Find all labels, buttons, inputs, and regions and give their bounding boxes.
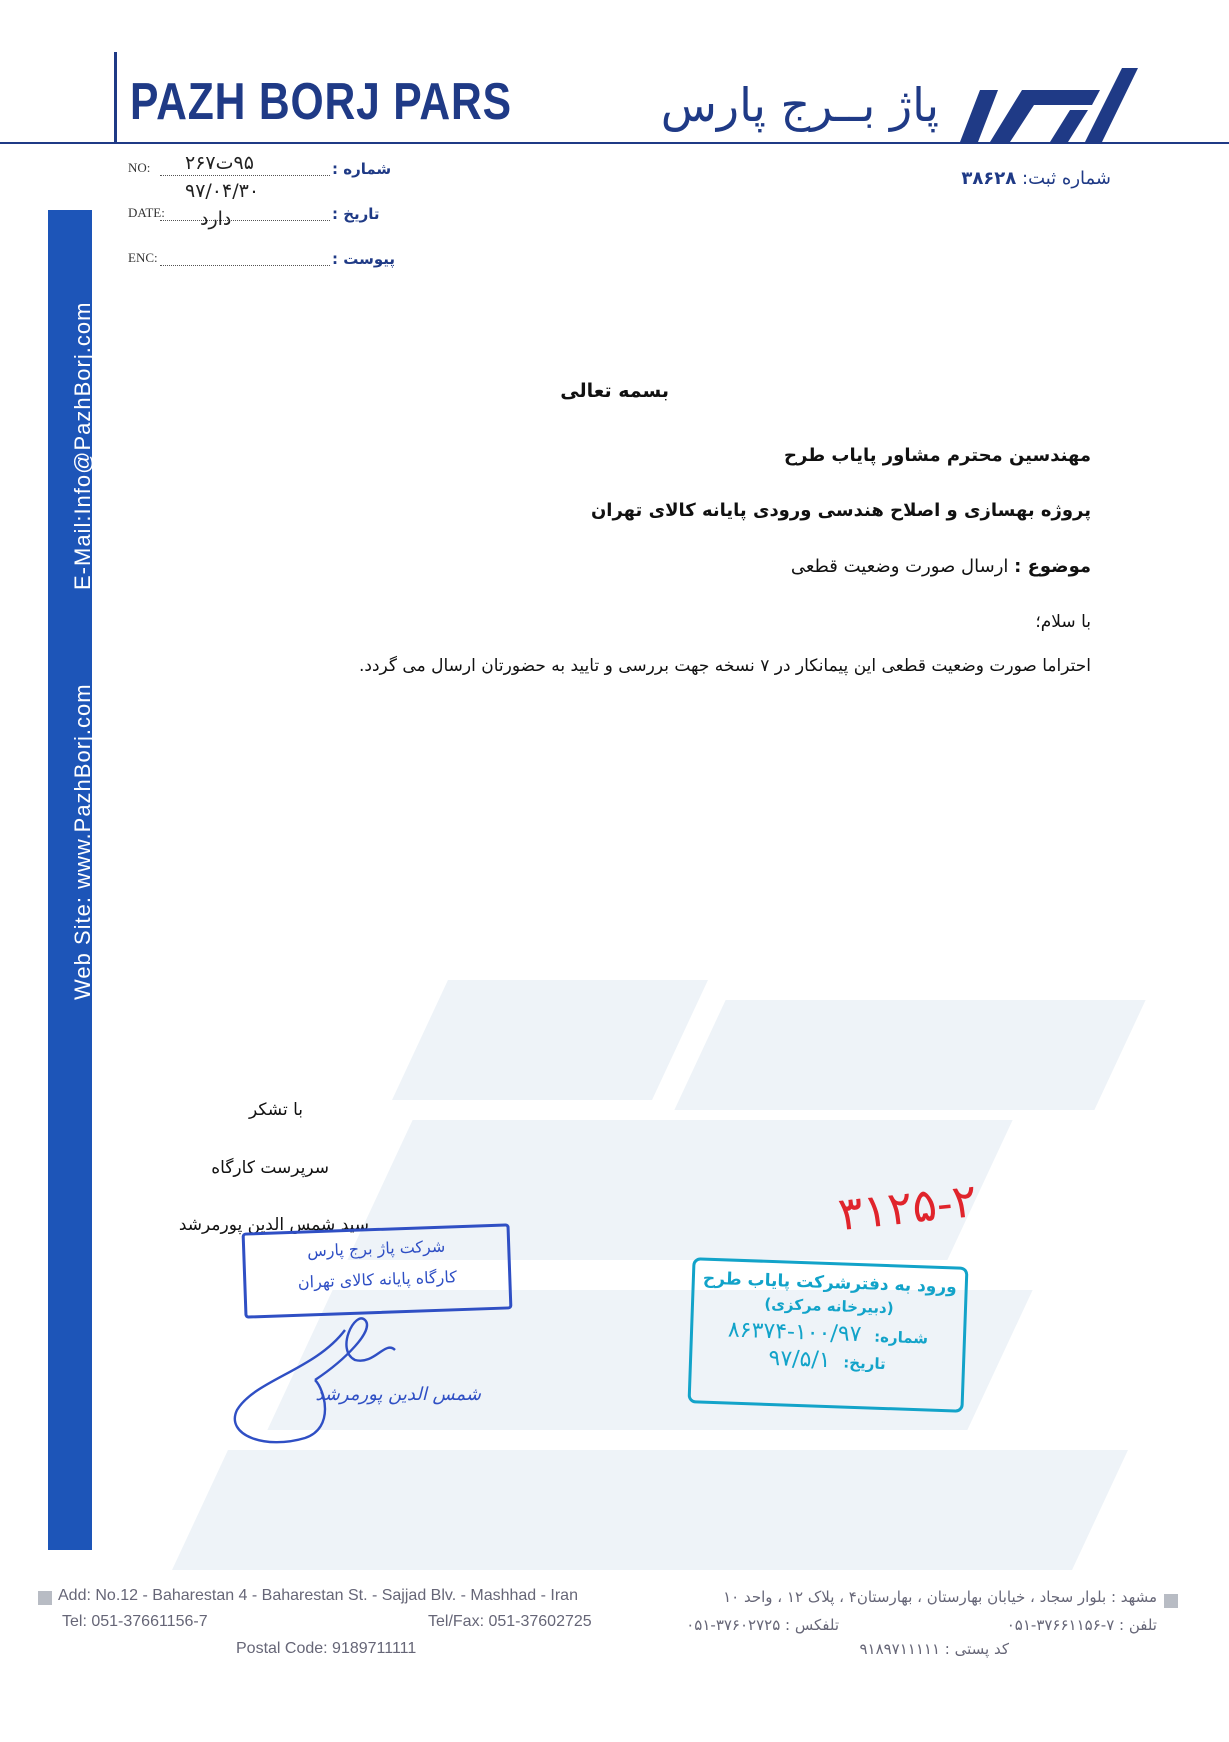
brand-name-fa: پاژ بــرج پارس	[660, 78, 939, 132]
receipt-date: ۹۷/۵/۱	[768, 1345, 832, 1374]
signer-title: سرپرست کارگاه	[211, 1158, 329, 1178]
footer-postal-fa: کد پستی : ۹۱۸۹۷۱۱۱۱۱	[859, 1640, 1009, 1658]
signature-scribble	[225, 1310, 485, 1450]
footer-bullet-right	[1164, 1594, 1178, 1608]
registration	[945, 168, 1111, 189]
signer-name: سید شمس الدین پورمرشد	[178, 1215, 369, 1235]
subject-label: موضوع :	[1014, 556, 1091, 577]
enc-label-en: ENC:	[128, 250, 158, 265]
subject-line	[791, 556, 1091, 577]
receipt-date-label: تاریخ:	[842, 1353, 886, 1374]
footer-address-en: Add: No.12 - Baharestan 4 - Baharestan St. - Sajjad Blv. - Mashhad - Iran	[58, 1587, 578, 1604]
receipt-title: ورود به دفترشرکت پایاب طرح	[702, 1268, 958, 1298]
receipt-subtitle: (دبیرخانه مرکزی)	[764, 1294, 894, 1318]
registration-number: ۳۸۶۲۸	[961, 168, 1017, 189]
company-stamp-line1: شرکت پاژ برج پارس	[306, 1236, 446, 1261]
footer-telfax-en: Tel/Fax: 051-37602725	[428, 1613, 592, 1630]
handwritten-number: ۳۱۲۵-۲	[835, 1172, 980, 1242]
no-label-fa: شماره :	[332, 160, 392, 178]
brand-name-en: PAZH BORJ PARS	[130, 73, 512, 131]
greeting: با سلام؛	[1035, 612, 1091, 632]
footer-postal-en: Postal Code: 9189711111	[236, 1640, 417, 1657]
sidebar-email: E-Mail:Info@PazhBorj.com	[70, 301, 95, 590]
no-value: ۹۵ت۲۶۷	[185, 152, 254, 174]
sidebar-website: Web Site: www.PazhBorj.com	[70, 683, 95, 1000]
footer-bullet-left	[38, 1591, 52, 1605]
invocation: بسمه تعالی	[560, 380, 669, 402]
receipt-number-label: شماره:	[873, 1327, 929, 1348]
enc-label-fa: پیوست :	[332, 250, 396, 268]
date-label-fa: تاریخ :	[332, 205, 380, 223]
recipient: مهندسین محترم مشاور پایاب طرح	[784, 445, 1091, 466]
closing: با تشکر	[249, 1100, 303, 1120]
footer-tel-fa: تلفن : ۷-۳۷۶۶۱۱۵۶-۰۵۱	[1006, 1616, 1157, 1634]
enc-value: دارد	[200, 208, 232, 230]
no-dots	[160, 174, 330, 176]
subject-text: ارسال صورت وضعیت قطعی	[790, 556, 1009, 577]
receipt-stamp	[688, 1257, 969, 1413]
receipt-number: ۱۰۰/۹۷-۸۶۳۷۴	[727, 1317, 862, 1348]
company-stamp	[242, 1223, 513, 1318]
footer-tel-en: Tel: 051-37661156-7	[62, 1613, 208, 1630]
date-value: ۹۷/۰۴/۳۰	[185, 180, 260, 202]
letter-body: احتراما صورت وضعیت قطعی این پیمانکار در ۷ نسخه جهت بررسی و تایید به حضورتان ارسال می گردد.	[359, 656, 1091, 676]
signature-text: شمس الدین پورمرشد	[315, 1384, 481, 1405]
header-rule-vertical	[114, 52, 117, 142]
footer-fax-fa: تلفکس : ۳۷۶۰۲۷۲۵-۰۵۱	[686, 1616, 839, 1634]
footer-address-fa: مشهد : بلوار سجاد ، خیابان بهارستان ، بهارستان۴ ، پلاک ۱۲ ، واحد ۱۰	[723, 1588, 1157, 1606]
registration-label: شماره ثبت:	[1022, 168, 1111, 189]
date-label-en: DATE:	[128, 205, 165, 220]
no-label-en: NO:	[128, 160, 151, 175]
date-dots	[160, 219, 330, 221]
company-stamp-line2: کارگاه پایانه کالای تهران	[297, 1267, 458, 1292]
pazh-borj-logo-icon	[950, 60, 1140, 150]
project-title: پروژه بهسازی و اصلاح هندسی ورودی پایانه کالای تهران	[590, 500, 1091, 521]
enc-dots	[160, 264, 330, 266]
